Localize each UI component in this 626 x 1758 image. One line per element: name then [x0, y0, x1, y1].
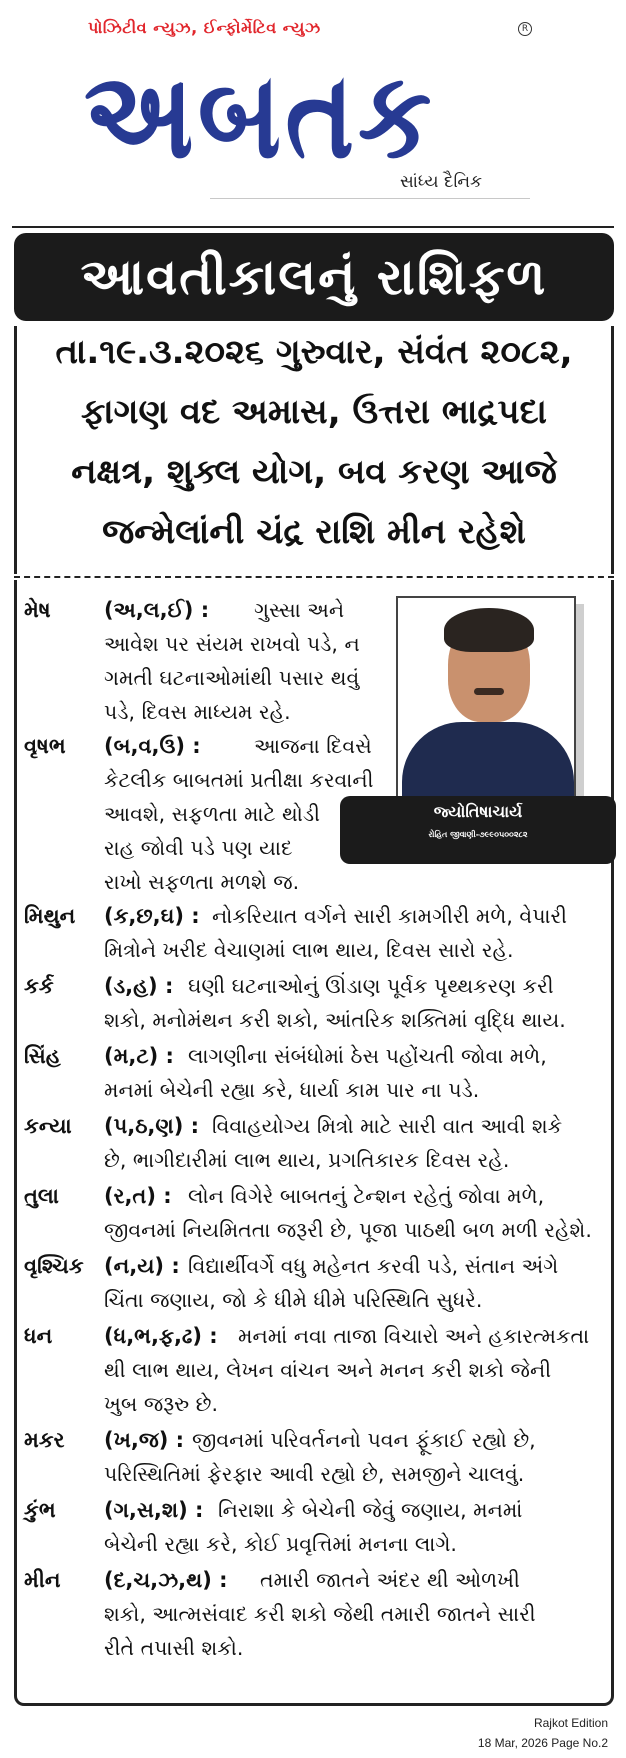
rashi-letters: (દ,ચ,ઝ,થ) :	[104, 1568, 228, 1592]
footer-date-page: 18 Mar, 2026 Page No.2	[477, 1736, 608, 1750]
rashi-name: વૃષભ	[24, 734, 66, 758]
page-title: આવતીકાલનું રાશિફળ	[80, 248, 548, 306]
rashi-text: લાગણીના સંબંધોમાં ઠેસ પહોંચતી જોવા મળે,	[188, 1044, 547, 1068]
rashi-text: જીવનમાં નિયમિતતા જરૂરી છે, પૂજા પાઠથી બળ મળી રહેશે.	[104, 1218, 592, 1242]
rashi-text: મનમાં નવા તાજા વિચારો અને હકારત્મકતા	[238, 1324, 590, 1348]
newspaper-logo: અબતક	[84, 45, 436, 186]
rashi-name: સિંહ	[24, 1044, 61, 1068]
rashi-text: રાખો સફળતા મળશે જ.	[104, 870, 300, 894]
panchang-box	[14, 326, 614, 574]
rashi-letters: (પ,ઠ,ણ) :	[104, 1114, 200, 1138]
rashi-text: ઘણી ઘટનાઓનું ઊંડાણ પૂર્વક પૃથ્થકરણ કરી	[188, 974, 554, 998]
rashi-text: આવેશ પર સંયમ રાખવો પડે, ન	[104, 632, 360, 656]
rashi-text: નોકરિયાત વર્ગને સારી કામગીરી મળે, વેપારી	[212, 904, 567, 928]
rashi-text: આજના દિવસે	[254, 734, 372, 758]
rashi-letters: (ગ,સ,શ) :	[104, 1498, 204, 1522]
panchang-line: જન્મેલાંની ચંદ્ર રાશિ મીન રહેશે	[102, 512, 526, 552]
rashi-name: કન્યા	[24, 1114, 72, 1138]
top-rule	[12, 226, 614, 228]
rashi-name: તુલા	[24, 1184, 59, 1208]
rashi-letters: (ન,ય) :	[104, 1254, 180, 1278]
rashi-name: મકર	[24, 1428, 65, 1452]
rashi-letters: (ર,ત) :	[104, 1184, 172, 1208]
rashi-letters: (મ,ટ) :	[104, 1044, 174, 1068]
rashi-text: મિત્રોને ખરીદ વેચાણમાં લાભ થાય, દિવસ સારો રહે.	[104, 938, 514, 962]
rashi-name: કુંભ	[24, 1498, 56, 1522]
masthead	[0, 0, 626, 215]
rashi-text: વિવાહયોગ્ય મિત્રો માટે સારી વાત આવી શકે	[212, 1114, 563, 1138]
rashi-name: મિથુન	[24, 904, 76, 928]
rashi-text: મનમાં બેચેની રહ્યા કરે, ધાર્યા કામ પાર ના પડે.	[104, 1078, 480, 1102]
rashi-text: નિરાશા કે બેચેની જેવું જણાય, મનમાં	[218, 1498, 523, 1522]
rashi-text: થી લાભ થાય, લેખન વાંચન અને મનન કરી શકો જેની	[104, 1358, 552, 1382]
rashi-text: જીવનમાં પરિવર્તનનો પવન ફૂંકાઈ રહ્યો છે,	[192, 1428, 536, 1452]
rashi-text: લોન વિગેરે બાબતનું ટેન્શન રહેતું જોવા મળે,	[188, 1184, 545, 1208]
panchang-line: ફાગણ વદ અમાસ, ઉત્તરા ભાદ્રપદા	[81, 392, 547, 432]
rashi-text: કેટલીક બાબતમાં પ્રતીક્ષા કરવાની	[104, 768, 374, 792]
rashi-name: મીન	[24, 1568, 61, 1592]
rashi-name: વૃશ્ચિક	[24, 1254, 84, 1278]
astrologer-photo	[396, 596, 576, 806]
rashi-text: રીતે તપાસી શકો.	[104, 1636, 244, 1660]
rashi-text: રાહ જોવી પડે પણ યાદ	[104, 836, 293, 860]
avatar-hair	[444, 608, 534, 652]
dashed-divider	[14, 576, 614, 578]
astrologer-name-phone: રોહિત જીવાણી-૭૯૯૦૫૦૦૨૮૨	[428, 830, 528, 839]
rashi-name: કર્ક	[24, 974, 54, 998]
panchang-line: નક્ષત્ર, શુક્લ યોગ, બવ કરણ આજે	[71, 452, 557, 492]
masthead-divider	[210, 198, 530, 199]
rashi-text: ખુબ જરૂરુ છે.	[104, 1392, 219, 1416]
rashi-letters: (અ,લ,ઈ) :	[104, 598, 210, 622]
rashi-letters: (ખ,જ) :	[104, 1428, 185, 1452]
astrologer-card	[340, 796, 616, 864]
rashi-text: ગુસ્સા અને	[254, 598, 345, 622]
rashi-text: શકો, આત્મસંવાદ કરી શકો જેથી તમારી જાતને સારી	[104, 1602, 536, 1626]
rashi-name: મેષ	[24, 598, 51, 622]
rashi-text: આવશે, સફળતા માટે થોડી	[104, 802, 320, 826]
tagline: પોઝિટીવ ન્યુઝ, ઈન્ફોર્મેટિવ ન્યુઝ	[88, 18, 321, 37]
astrologer-title: જ્યોતિષાચાર્ય	[433, 802, 523, 821]
rashi-letters: (ધ,ભ,ફ,ઢ) :	[104, 1324, 218, 1348]
edition-type: સાંધ્ય દૈનિક	[400, 172, 483, 192]
rashi-text: તમારી જાતને અંદર થી ઓળખી	[260, 1568, 520, 1592]
registered-mark: R	[518, 22, 532, 36]
rashi-text: શકો, મનોમંથન કરી શકો, આંતરિક શક્તિમાં વૃદ્ધિ થાય.	[104, 1008, 566, 1032]
avatar-mustache	[474, 688, 504, 695]
rashi-letters: (ક,છ,ઘ) :	[104, 904, 200, 928]
avatar-body	[402, 722, 574, 806]
rashi-name: ધન	[24, 1324, 53, 1348]
rashi-text: પરિસ્થિતિમાં ફેરફાર આવી રહ્યો છે, સમજીને ચાલવું.	[104, 1462, 525, 1486]
panchang-line: તા.૧૯.૩.૨૦૨૬ ગુરુવાર, સંવંત ૨૦૮૨,	[55, 332, 573, 372]
rashi-letters: (ડ,હ) :	[104, 974, 174, 998]
rashi-text: છે, ભાગીદારીમાં લાભ થાય, પ્રગતિકારક દિવસ રહે.	[104, 1148, 510, 1172]
rashi-text: પડે, દિવસ માધ્યમ રહે.	[104, 700, 291, 724]
rashi-text: બેચેની રહ્યા કરે, કોઈ પ્રવૃત્તિમાં મનના લાગે.	[104, 1532, 457, 1556]
heading-banner	[14, 233, 614, 321]
rashi-text: ગમતી ઘટનાઓમાંથી પસાર થવું	[104, 666, 360, 690]
rashi-text: ચિંતા જણાય, જો કે ધીમે ધીમે પરિસ્થિતિ સુધરે.	[104, 1288, 483, 1312]
rashi-text: વિદ્યાર્થીવર્ગે વધુ મહેનત કરવી પડે, સંતાન અંગે	[188, 1254, 559, 1278]
rashi-letters: (બ,વ,ઉ) :	[104, 734, 201, 758]
footer-edition: Rajkot Edition	[533, 1716, 608, 1730]
